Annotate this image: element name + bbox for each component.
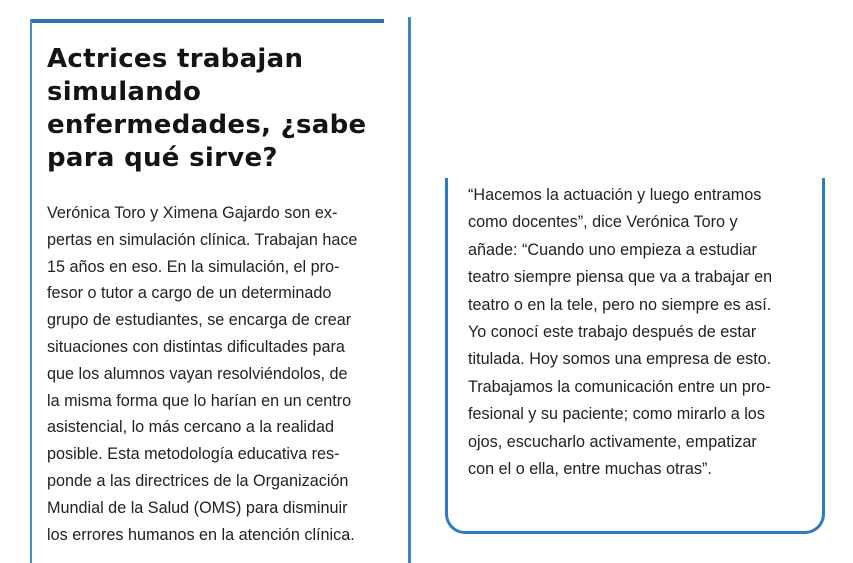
right-column-border (408, 17, 411, 563)
top-rule (30, 19, 384, 23)
quote-text: “Hacemos la actuación y luego entramos como docentes”, dice Verónica Toro y añade: “Cuando uno empieza a estudiar teatro siempre piensa que va a trabajar en teatro o en la tele, pero no siempre es así. Yo conocí este trabajo después de estar titulada. Hoy somos una empresa de esto. Trabajamos la comunicación entre un pro- fesional y su paciente; como mirarlo a los ojos, escucharlo activamente, empatizar con el o ella, entre muchas otras”. (468, 186, 773, 479)
article-column (30, 0, 412, 563)
quote-box (445, 178, 825, 534)
article-body: Verónica Toro y Ximena Gajardo son ex- pertas en simulación clínica. Trabajan hace 15 años en eso. En la simulación, el pro- fesor o tutor a cargo de un determinado grupo de estudiantes, se encarga de crear situaciones con distintas dificultades para que los alumnos vayan resolviéndolos, de la misma forma que lo harían en un centro asistencial, lo más cercano a la realidad posible. Esta metodología educativa res- ponde a las directrices de la Organización Mundial de la Salud (OMS) para disminuir los errores humanos en la atención clínica. (47, 204, 358, 544)
left-column-border (30, 19, 32, 563)
article-headline: Actrices trabajan simulando enfermedades, ¿sabe para qué sirve? (47, 44, 367, 173)
